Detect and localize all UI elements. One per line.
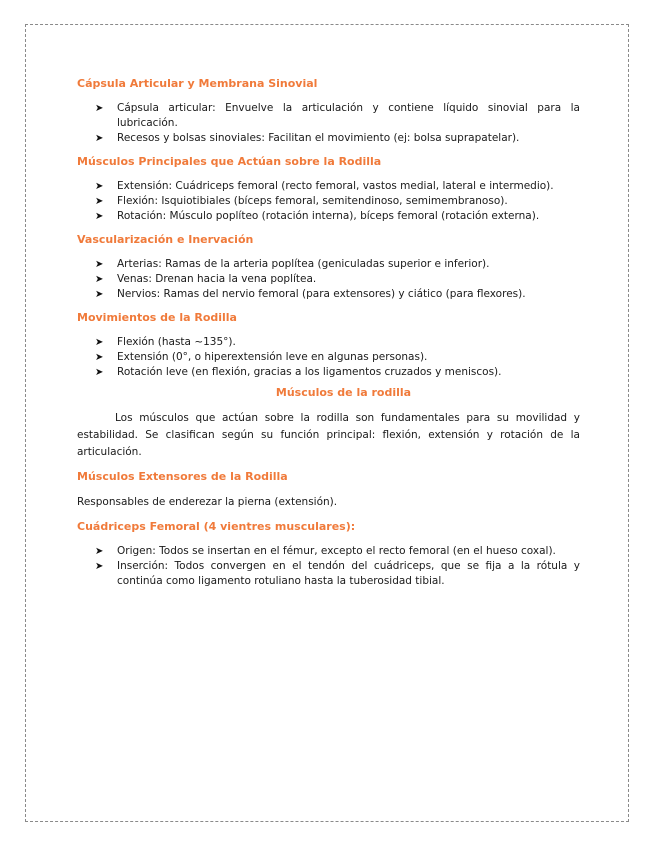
list-item (77, 179, 580, 194)
bullet-list (77, 544, 580, 589)
list-item (77, 544, 580, 559)
list-item-text: Inserción: Todos convergen en el tendón del cuádriceps, que se fija a la rótula y continúa como ligamento rotuliano hasta la tuberosidad tibial. (117, 560, 580, 587)
section-capsula (77, 77, 580, 146)
list-item (77, 365, 580, 380)
section-heading: Movimientos de la Rodilla (77, 311, 237, 324)
list-item (77, 194, 580, 209)
arrow-bullet-icon: ➤ (95, 367, 104, 378)
document-content (77, 77, 580, 598)
list-item (77, 287, 580, 302)
arrow-bullet-icon: ➤ (95, 211, 104, 222)
list-item (77, 350, 580, 365)
bullet-list (77, 101, 580, 146)
section-heading: Cápsula Articular y Membrana Sinovial (77, 77, 318, 90)
list-item (77, 101, 580, 131)
bullet-list (77, 257, 580, 302)
extensors-paragraph: Responsables de enderezar la pierna (extensión). (77, 496, 338, 508)
arrow-bullet-icon: ➤ (95, 103, 104, 114)
list-item-text: Cápsula articular: Envuelve la articulación y contiene líquido sinovial para la lubricación. (117, 102, 580, 129)
section-vascularizacion (77, 233, 580, 302)
list-item-text: Arterias: Ramas de la arteria poplítea (geniculadas superior e inferior). (117, 258, 490, 270)
bullet-list (77, 335, 580, 380)
list-item-text: Extensión: Cuádriceps femoral (recto femoral, vastos medial, lateral e intermedio). (117, 180, 554, 192)
arrow-bullet-icon: ➤ (95, 259, 104, 270)
list-item-text: Nervios: Ramas del nervio femoral (para extensores) y ciático (para flexores). (117, 288, 526, 300)
list-item (77, 272, 580, 287)
section-heading: Músculos Principales que Actúan sobre la Rodilla (77, 155, 382, 168)
arrow-bullet-icon: ➤ (95, 133, 104, 144)
section-heading: Músculos Extensores de la Rodilla (77, 470, 288, 483)
list-item-text: Recesos y bolsas sinoviales: Facilitan el movimiento (ej: bolsa suprapatelar). (117, 132, 520, 144)
arrow-bullet-icon: ➤ (95, 352, 104, 363)
list-item-text: Flexión (hasta ~135°). (117, 336, 236, 348)
arrow-bullet-icon: ➤ (95, 337, 104, 348)
list-item-text: Flexión: Isquiotibiales (bíceps femoral, semitendinoso, semimembranoso). (117, 195, 508, 207)
arrow-bullet-icon: ➤ (95, 546, 104, 557)
list-item (77, 131, 580, 146)
list-item-text: Origen: Todos se insertan en el fémur, excepto el recto femoral (en el hueso coxal). (117, 545, 556, 557)
arrow-bullet-icon: ➤ (95, 196, 104, 207)
intro-paragraph: Los músculos que actúan sobre la rodilla son fundamentales para su movilidad y estabilidad. Se clasifican según su función principal: flexión, extensión y rotación de la articulación. (77, 412, 580, 458)
section-heading: Vascularización e Inervación (77, 233, 254, 246)
section-musculos-rodilla (77, 386, 580, 589)
section-movimientos (77, 311, 580, 380)
list-item-text: Venas: Drenan hacia la vena poplítea. (117, 273, 317, 285)
list-item (77, 335, 580, 350)
list-item (77, 257, 580, 272)
arrow-bullet-icon: ➤ (95, 181, 104, 192)
list-item-text: Rotación: Músculo poplíteo (rotación interna), bíceps femoral (rotación externa). (117, 210, 540, 222)
arrow-bullet-icon: ➤ (95, 561, 104, 572)
arrow-bullet-icon: ➤ (95, 274, 104, 285)
list-item-text: Rotación leve (en flexión, gracias a los ligamentos cruzados y meniscos). (117, 366, 502, 378)
section-musculos-principales (77, 155, 580, 224)
section-title: Músculos de la rodilla (275, 386, 412, 399)
list-item-text: Extensión (0°, o hiperextensión leve en algunas personas). (117, 351, 428, 363)
bullet-list (77, 179, 580, 224)
arrow-bullet-icon: ➤ (95, 289, 104, 300)
section-heading: Cuádriceps Femoral (4 vientres musculares): (77, 520, 356, 533)
list-item (77, 209, 580, 224)
list-item (77, 559, 580, 589)
